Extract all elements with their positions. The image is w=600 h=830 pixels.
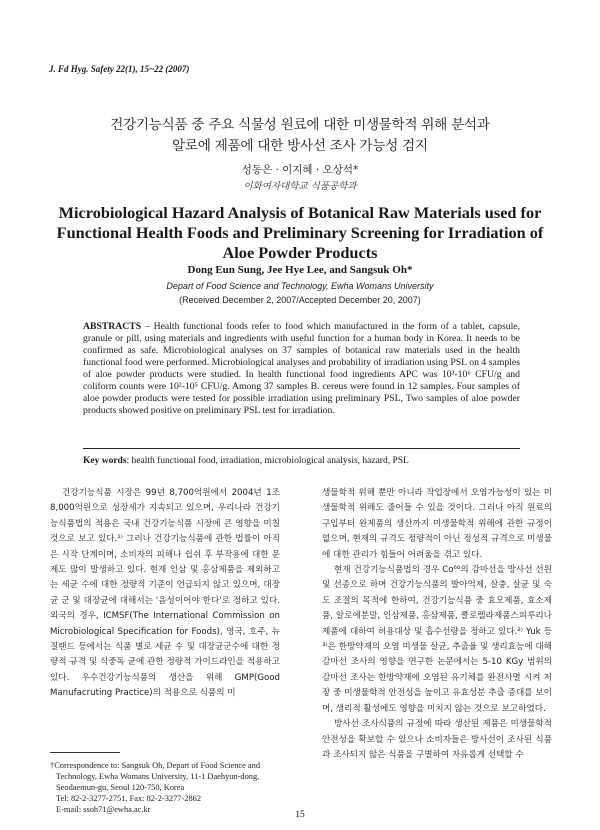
abstract-label: ABSTRACTS — [83, 321, 142, 332]
footnote-line: Technology, Ewha Womans University, 11-1 Daehyun-dong, — [56, 772, 260, 781]
abstract — [83, 321, 520, 417]
keywords-text: : health functional food, irradiation, microbiological analysis, hazard, PSL — [126, 456, 409, 466]
english-authors: Dong Eun Sung, Jee Hye Lee, and Sangsuk Oh* — [187, 264, 413, 276]
journal-reference: J. Fd Hyg. Safety 22(1), 15~22 (2007) — [49, 64, 190, 74]
abstract-text: – Health functional foods refer to food which manufactured in the form of a tablet, capsule, granule or pill, using materials and ingredients with useful function for a human body in Korea. It needs to be confirmed as safe. Microbiological analyses on 37 samples of botanical raw materials used in the health functional food were performed. Microbiological analyses and probability of irradiation using PSL on 4 samples of aloe powder products were studied. In health functional food ingredients APC was 10³-10⁶ CFU/g and coliform counts were 10²-10⁵ CFU/g. Among 37 samples B. cereus were found in 12 samples. Four samples of aloe powder products were tested for possible irradiation using preliminary PSL, Two samples of aloe powder products showed positive on preliminary PSL test for irradiation. — [83, 321, 520, 416]
abstract-divider — [83, 448, 520, 449]
body-paragraph: 현재 건강기능식품법의 경우 Co⁶⁰의 감마선을 방사선 선원 및 선종으로 하며 건강기능식품의 발아억제, 살충, 살균 및 숙도 조절의 목적에 한하여, 건강기능식품 중 효모제품, 효소제품, 알로에분말, 인삼제품, 홍삼제품, 클로렐라제품스피루리나 제품에 대하여 허용대상 및 흡수선량을 정하고 있다.²⁾ Yuk 등³⁾은 한방약재의 오염 미생물 살균, 추출율 및 생리효능에 대해 감마선 조사의 영향을 연구한 논문에서는 5-10 KGy 범위의 감마선 조사는 한방약재에 오염된 유기체를 완전사멸 시켜 저장 중 미생물학적 안전성을 높이고 유효성분 추출 증대를 보이며, 생리적 활성에도 영향을 미치지 않는 것으로 보고하였다. — [322, 565, 552, 714]
body-paragraph: 방사선 조사식품의 규정에 따라 생산된 제품은 미생물학적 안전성을 확보할 수 있으나 소비자들은 방사선이 조사된 식품과 조사되지 않은 식품을 구별하여 자유롭게 선택할 수 — [322, 719, 552, 760]
page-number: 15 — [295, 810, 305, 820]
footnote-divider — [50, 752, 120, 753]
received-dates: (Received December 2, 2007/Accepted December 20, 2007) — [179, 295, 421, 305]
keywords — [83, 456, 409, 466]
body-paragraph: 생물학적 위해 뿐만 아니라 작업장에서 오염가능성이 있는 미생물학적 위해도 줄어들 수 있을 것이다. 그러나 아직 원료의 구입부터 완제품의 생산까지 미생물학적 위해에 관한 규정이 없으며, 현재의 규격도 정량적이 아닌 정성적 규격으로 미생물에 대한 관리가 힘들어 어려움을 겪고 있다. — [322, 488, 552, 560]
korean-affiliation: 이화여자대학교 식품공학과 — [243, 181, 357, 192]
korean-title — [40, 115, 560, 157]
body-left-column — [50, 486, 280, 702]
footnote-line: †Correspondence to: Sangsuk Oh, Depart of Food Science and — [50, 761, 261, 770]
keywords-label: Key words — [83, 456, 127, 466]
body-right-column — [322, 486, 552, 763]
correspondence-footnote — [50, 760, 290, 815]
korean-title-line-2: 알로에 제품에 대한 방사선 조사 가능성 검지 — [172, 138, 428, 154]
english-affiliation: Depart of Food Science and Technology, Ewha Womans University — [166, 281, 434, 291]
footnote-line: Tel: 82-2-3277-2751, Fax: 82-2-3277-2862 — [56, 794, 202, 803]
korean-authors: 성동은 · 이지혜 · 오상석* — [241, 164, 359, 176]
body-paragraph: 건강기능식품 시장은 99년 8,700억원에서 2004년 1조 8,000억원으로 성장세가 지속되고 있으며, 우리나라 건강기능식품법의 적용은 국내 건강기능식품 시장에 큰 영향을 미칠 것으로 보고 있다.¹⁾ 그러나 건강기능식품에 관한 법률이 아직은 시작 단계이며, 소비자의 피해나 쉽쉬 후 부작용에 대한 문제도 많이 발생하고 있다. 현재 인삼 및 홍삼제품을 제외하고는 세균 수에 대한 정량적 기준이 언급되지 않고 있으며, 대장균 군 및 대장균에 대해서는 '음성이어야 한다'로 정하고 있다. 외국의 경우, ICMSF(The International Commission on Microbiological Specification for Foods), 영국, 호주, 뉴질랜드 등에서는 식품 별로 세균 수 및 대장균군수에 대한 정량적 규격 및 식중독 균에 관한 정량적 가이드라인을 적용하고 있다. 우수건강기능식품의 생산을 위해 GMP(Good Manufacruting Practice)의 적용으로 식품의 미 — [50, 488, 280, 699]
korean-title-line-1: 건강기능식품 중 주요 식물성 원료에 대한 미생물학적 위해 분석과 — [110, 117, 490, 133]
english-title: Microbiological Hazard Analysis of Botanical Raw Materials used for Functional Health Foods and Preliminary Screening for Irradiation of Aloe Powder Products — [56, 203, 544, 262]
footnote-line: E-mail: ssoh71@ewha.ac.kr — [56, 805, 151, 814]
footnote-line: Seodaemun-gu, Seoul 120-750, Korea — [56, 783, 185, 792]
